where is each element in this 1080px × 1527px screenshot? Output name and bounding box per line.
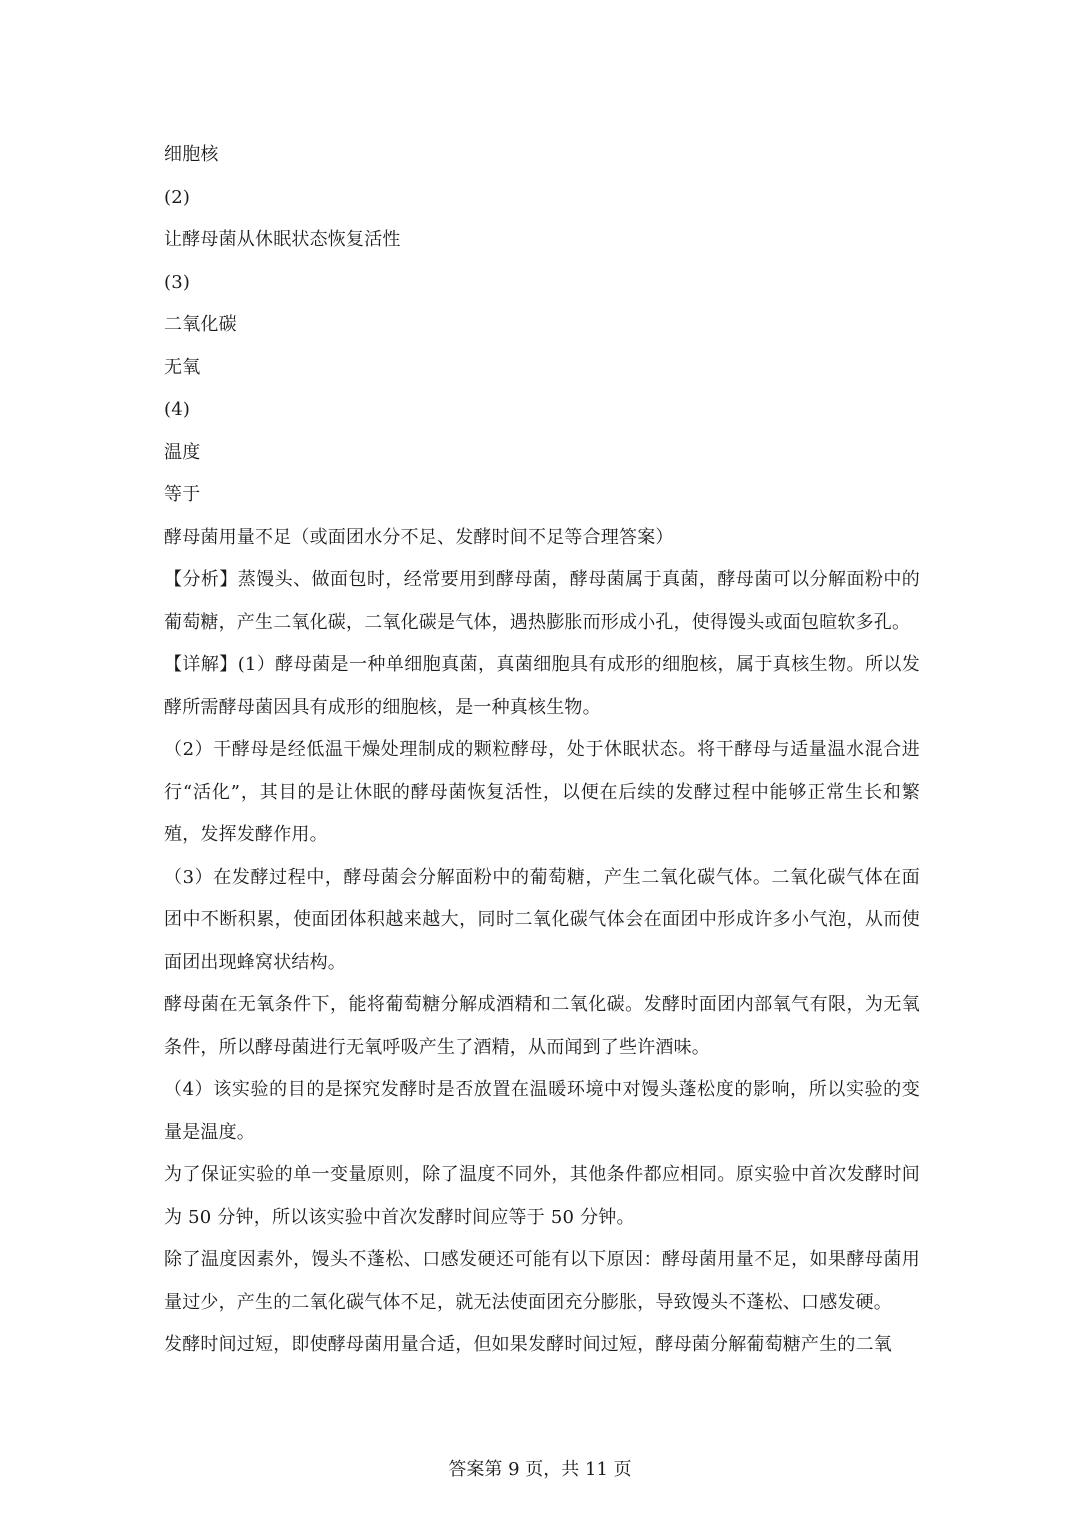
question-number: (3) [164, 271, 191, 293]
detail-paragraph: 为了保证实验的单一变量原则，除了温度不同外，其他条件都应相同。原实验中首次发酵时间为 50 分钟，所以该实验中首次发酵时间应等于 50 分钟。 [164, 1164, 920, 1228]
question-number: (4) [164, 399, 191, 420]
page-footer: 答案第 9 页，共 11 页 [448, 1459, 632, 1480]
answer-line: 细胞核 [164, 144, 219, 165]
answer-line: 让酵母菌从休眠状态恢复活性 [164, 229, 401, 250]
detail-paragraph: （4）该实验的目的是探究发酵时是否放置在温暖环境中对馒头蓬松度的影响，所以实验的变量是温度。 [164, 1079, 920, 1143]
answer-line: 温度 [164, 441, 201, 463]
answer-line: 无氧 [164, 356, 201, 378]
answer-line: 二氧化碳 [164, 314, 237, 335]
analysis-paragraph: 【分析】蒸馒头、做面包时，经常要用到酵母菌，酵母菌属于真菌，酵母菌可以分解面粉中的葡萄糖，产生二氧化碳，二氧化碳是气体，遇热膨胀而形成小孔，使得馒头或面包暄软多孔。 [164, 569, 920, 633]
detail-paragraph: （2）干酵母是经低温干燥处理制成的颗粒酵母，处于休眠状态。将干酵母与适量温水混合进行“活化”，其目的是让休眠的酵母菌恢复活性，以便在后续的发酵过程中能够正常生长和繁殖，发挥发酵作用。 [164, 739, 920, 845]
detail-paragraph: 除了温度因素外，馒头不蓬松、口感发硬还可能有以下原因：酵母菌用量不足，如果酵母菌用量过少，产生的二氧化碳气体不足，就无法使面团充分膨胀，导致馒头不蓬松、口感发硬。 [164, 1249, 920, 1313]
answer-content [164, 134, 920, 1367]
answer-line: 等于 [164, 484, 201, 505]
detail-paragraph: （3）在发酵过程中，酵母菌会分解面粉中的葡萄糖，产生二氧化碳气体。二氧化碳气体在面团中不断积累，使面团体积越来越大，同时二氧化碳气体会在面团中形成许多小气泡，从而使面团出现蜂窝状结构。 [164, 866, 920, 973]
question-number: (2) [164, 186, 191, 208]
detail-paragraph: 【详解】(1）酵母菌是一种单细胞真菌，真菌细胞具有成形的细胞核，属于真核生物。所以发酵所需酵母菌因具有成形的细胞核，是一种真核生物。 [164, 654, 920, 718]
answer-line: 酵母菌用量不足（或面团水分不足、发酵时间不足等合理答案） [164, 526, 674, 548]
detail-paragraph: 发酵时间过短，即使酵母菌用量合适，但如果发酵时间过短，酵母菌分解葡萄糖产生的二氧 [164, 1334, 892, 1355]
detail-paragraph: 酵母菌在无氧条件下，能将葡萄糖分解成酒精和二氧化碳。发酵时面团内部氧气有限，为无氧条件，所以酵母菌进行无氧呼吸产生了酒精，从而闻到了些许酒味。 [164, 994, 920, 1058]
